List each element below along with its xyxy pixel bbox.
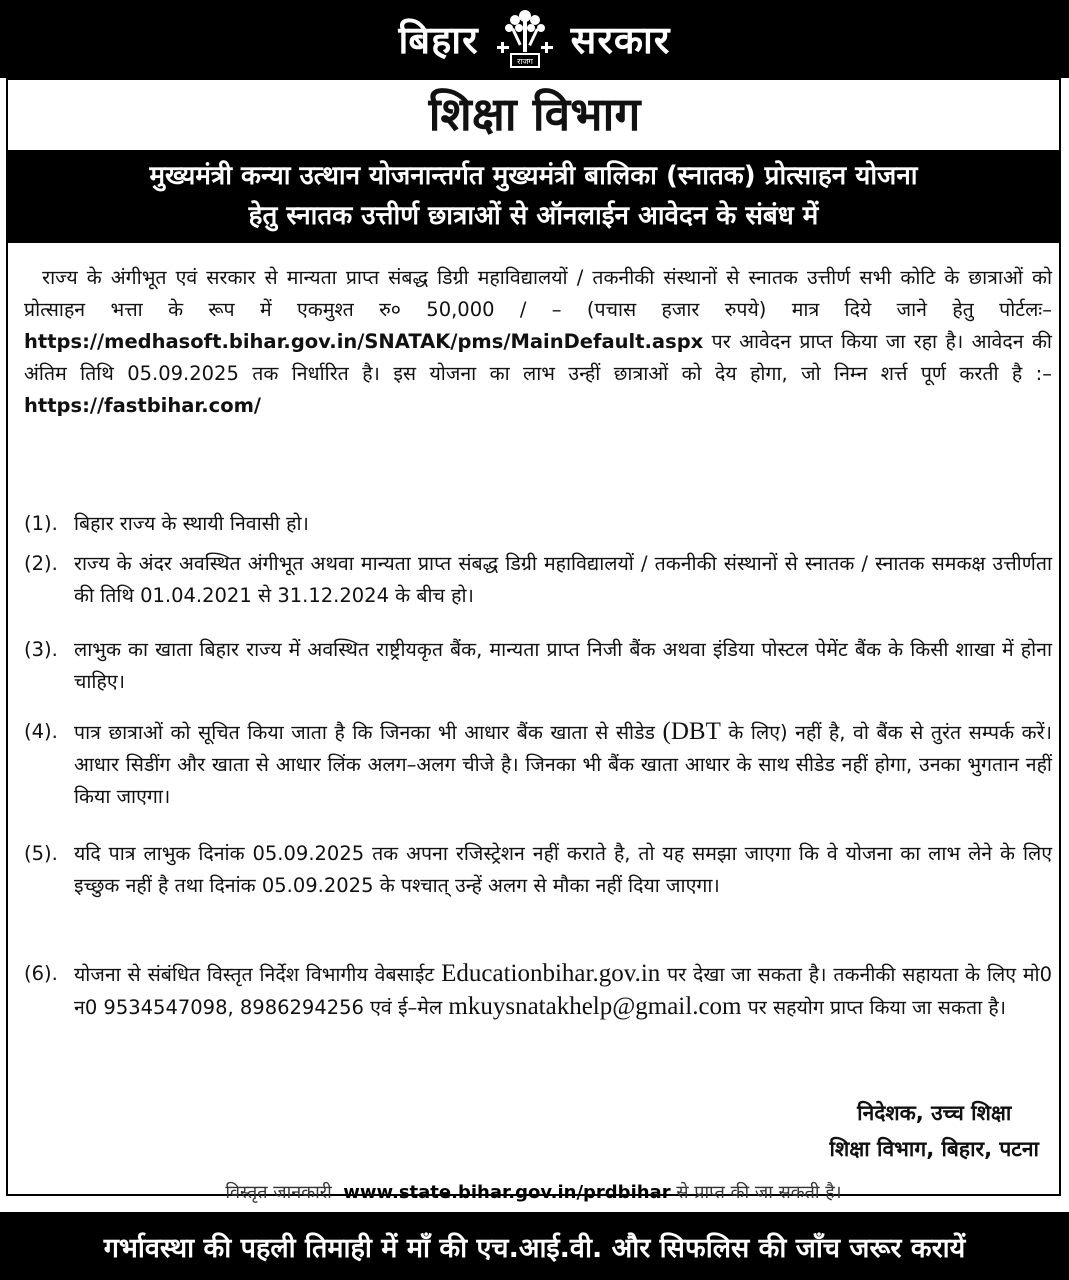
intro-paragraph [24,262,1052,422]
condition-2: (2). राज्य के अंदर अवस्थित अंगीभूत अथवा मान्यता प्राप्त संबद्ध डिग्री महाविद्यालयों / तकनीकी संस्थानों से स्नातक / स्नातक समकक्ष उत्तीर्णता की तिथि 01.04.2021 से 31.12.2024 के बीच हो। [24,552,1052,607]
education-website-link[interactable]: Educationbihar.gov.in [441,960,661,987]
signature-line-2: शिक्षा विभाग, बिहार, पटना [829,1137,1039,1161]
dbt-label: (DBT [662,718,721,745]
subject-line-1: मुख्यमंत्री कन्या उत्थान योजनान्तर्गत मुख्यमंत्री बालिका (स्नातक) प्रोत्साहन योजना [149,161,918,191]
helpdesk-email-link[interactable]: mkuysnatakhelp@gmail.com [448,993,742,1020]
header-left-word: बिहार [398,18,479,62]
prd-bihar-url[interactable]: www.state.bihar.gov.in/prdbihar [343,1182,671,1203]
portal-url[interactable]: https://medhasoft.bihar.gov.in/SNATAK/pms/MainDefault.aspx [24,330,704,353]
signature-line-1: निदेशक, उच्च शिक्षा [857,1101,1012,1125]
government-header [0,0,1069,78]
intro-text-2: पर आवेदन प्राप्त किया जा रहा है। आवेदन की अंतिम तिथि 05.09.2025 तक निर्धारित है। इस योजना का लाभ उन्हीं छात्राओं को देय होगा, जो निम्न शर्त्त पूर्ण करती है :– [24,330,1052,385]
condition-5: (5). यदि पात्र लाभुक दिनांक 05.09.2025 तक अपना रजिस्ट्रेशन नहीं कराते है, तो यह समझा जाएगा कि वे योजना का लाभ लेने के लिए इच्छुक नहीं है तथा दिनांक 05.09.2025 के पश्चात् उन्हें अलग से मौका नहीं दिया जाएगा। [24,842,1052,897]
bihar-emblem-icon [493,6,557,72]
subject-line-2: हेतु स्नातक उत्तीर्ण छात्राओं से ऑनलाईन आवेदन के संबंध में [248,201,819,231]
condition-1: (1). बिहार राज्य के स्थायी निवासी हो। [24,512,309,535]
subject-banner [6,150,1061,243]
svg-text:राजग: राजग [516,57,533,66]
intro-text-1: राज्य के अंगीभूत एवं सरकार से मान्यता प्राप्त संबद्ध डिग्री महाविद्यालयों / तकनीकी संस्थानों से स्नातक उत्तीर्ण सभी कोटि के छात्राओं को प्रोत्साहन भत्ता के रूप में एकमुश्त रु० 50,000 / – (पचास हजार रुपये) मात्र दिये जाने हेतु पोर्टलः– [24,266,1052,321]
health-awareness-banner: गर्भावस्था की पहली तिमाही में माँ की एच.आई.वी. और सिफलिस की जाँच जरूर करायें [0,1212,1069,1280]
header-right-word: सरकार [570,18,671,62]
condition-3: (3). लाभुक का खाता बिहार राज्य में अवस्थित राष्ट्रीयकृत बैंक, मान्यता प्राप्त निजी बैंक अथवा इंडिया पोस्टल पेमेंट बैंक के किसी शाखा में होना चाहिए। [24,638,1052,693]
fastbihar-url[interactable]: https://fastbihar.com/ [24,394,262,417]
condition-4: (4). पात्र छात्राओं को सूचित किया जाता है कि जिनका भी आधार बैंक खाता से सीडेड (DBT के लिए) नहीं है, वो बैंक से तुरंत सम्पर्क करें। आधार सिडींग और खाता से आधार लिंक अलग–अलग चीजे है। जिनका भी बैंक खाता आधार के साथ सीडेड नहीं होगा, उनका भुगतान नहीं किया जाएगा। [24,718,1052,808]
info-line: विस्तृत जानकारी www.state.bihar.gov.in/prdbihar से प्राप्त की जा सकती है। [225,1182,842,1203]
condition-6: (6). योजना से संबंधित विस्तृत निर्देश विभागीय वेबसाईट Educationbihar.gov.in पर देखा जा सकता है। तकनीकी सहायता के लिए मो0 न0 9534547098, 8986294256 एवं ई–मेल mkuysnatakhelp@gmail.com पर सहयोग प्राप्त किया जा सकता है। [24,960,1053,1020]
department-title: शिक्षा विभाग [428,87,641,141]
signature-block [830,1095,1039,1167]
